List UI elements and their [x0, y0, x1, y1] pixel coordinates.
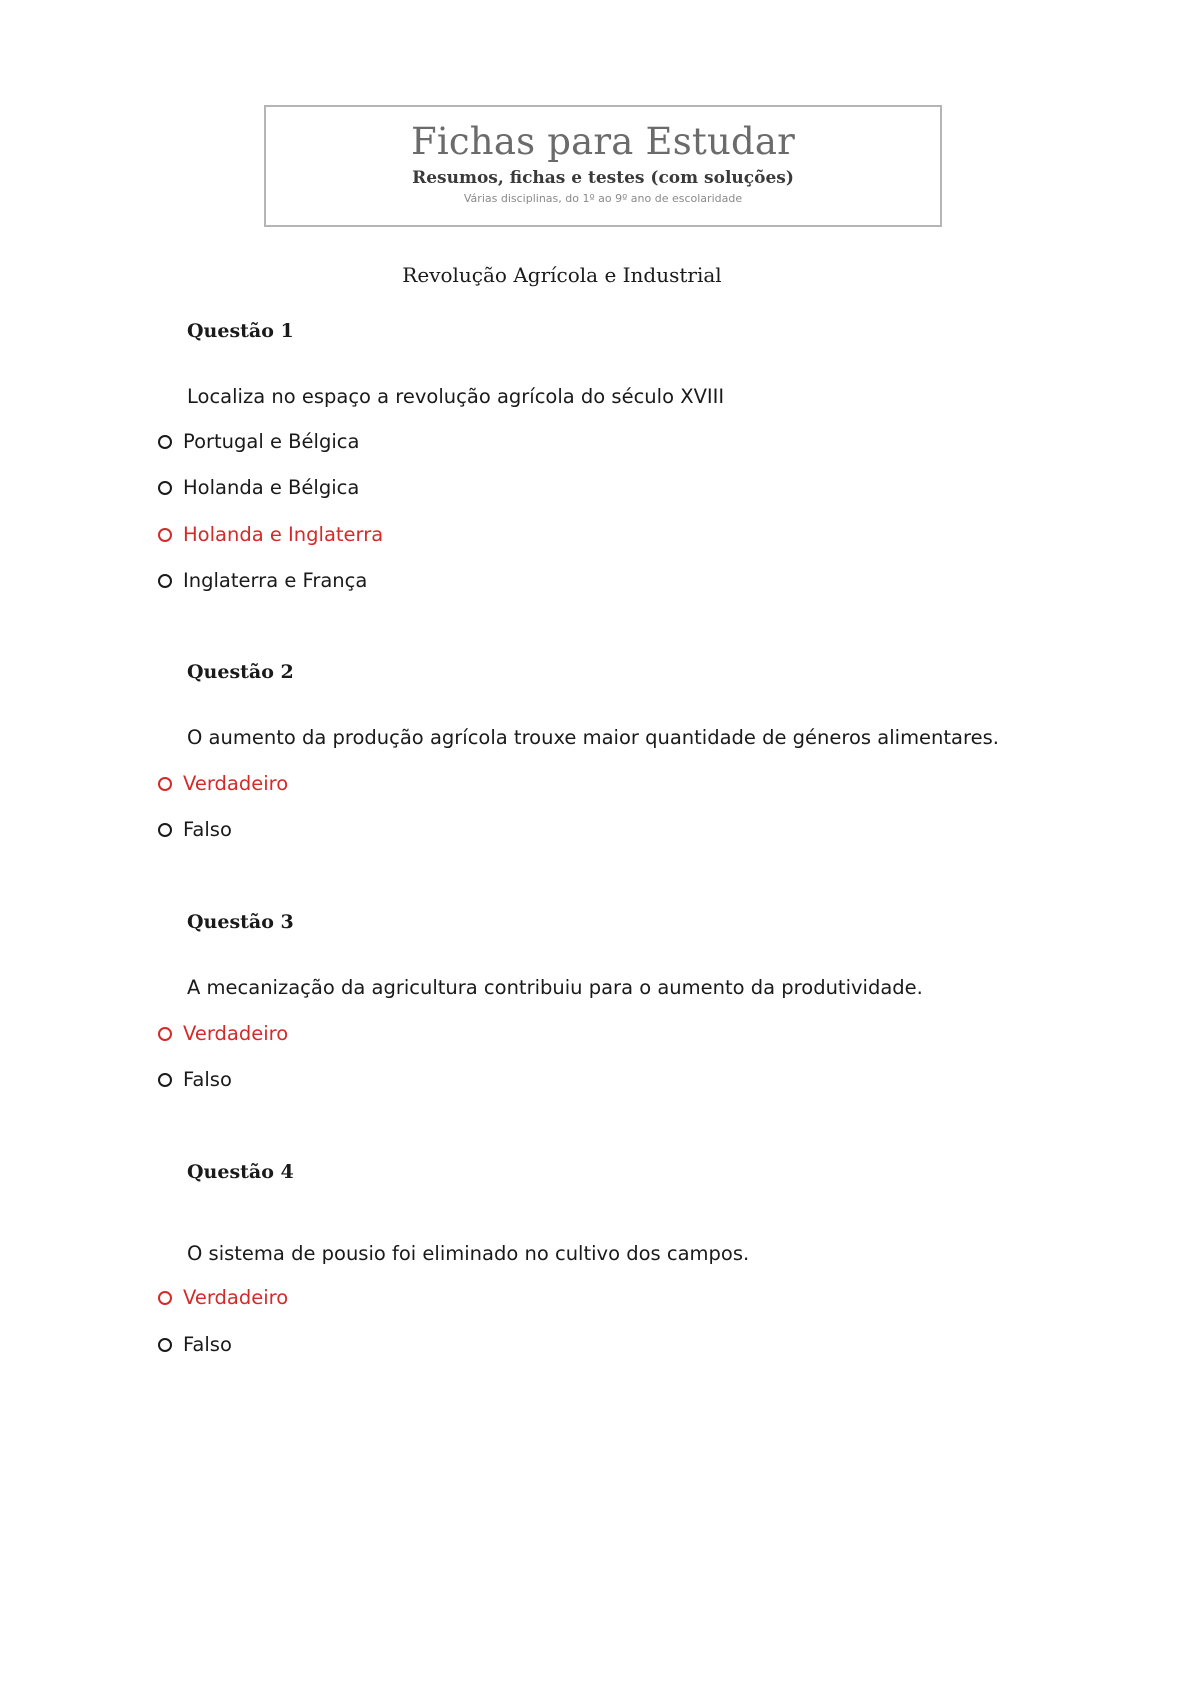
- radio-circle-icon[interactable]: [158, 435, 172, 449]
- option-label: Holanda e Inglaterra: [183, 523, 384, 546]
- site-banner: [264, 105, 942, 227]
- question-1-option-4[interactable]: [158, 567, 367, 595]
- question-4-heading: Questão 4: [187, 1161, 294, 1183]
- question-3-option-2[interactable]: [158, 1066, 232, 1094]
- option-label: Portugal e Bélgica: [183, 430, 360, 453]
- question-4-option-2[interactable]: [158, 1331, 232, 1359]
- option-label: Falso: [183, 818, 232, 841]
- question-2-option-1[interactable]: [158, 770, 288, 798]
- question-1-text: Localiza no espaço a revolução agrícola do século XVIII: [187, 385, 725, 408]
- banner-title: Fichas para Estudar: [410, 120, 796, 163]
- question-4-option-1[interactable]: [158, 1284, 288, 1312]
- radio-circle-icon[interactable]: [158, 1073, 172, 1087]
- question-1-option-1[interactable]: [158, 428, 359, 456]
- option-label: Inglaterra e França: [183, 569, 368, 592]
- question-1-option-2[interactable]: [158, 474, 359, 502]
- radio-circle-icon[interactable]: [158, 528, 172, 542]
- radio-circle-icon[interactable]: [158, 823, 172, 837]
- question-4-text: O sistema de pousio foi eliminado no cultivo dos campos.: [187, 1242, 750, 1265]
- question-1-option-3[interactable]: [158, 521, 383, 549]
- banner-tagline: Várias disciplinas, do 1º ao 9º ano de escolaridade: [463, 192, 743, 205]
- radio-circle-icon[interactable]: [158, 1291, 172, 1305]
- radio-circle-icon[interactable]: [158, 1338, 172, 1352]
- question-2-option-2[interactable]: [158, 816, 232, 844]
- option-label: Falso: [183, 1333, 232, 1356]
- question-1-heading: Questão 1: [187, 320, 294, 342]
- radio-circle-icon[interactable]: [158, 777, 172, 791]
- option-label: Falso: [183, 1068, 232, 1091]
- question-2-text: O aumento da produção agrícola trouxe maior quantidade de géneros alimentares.: [187, 726, 999, 749]
- question-3-heading: Questão 3: [187, 911, 294, 933]
- radio-circle-icon[interactable]: [158, 574, 172, 588]
- option-label: Holanda e Bélgica: [183, 476, 360, 499]
- radio-circle-icon[interactable]: [158, 1027, 172, 1041]
- option-label: Verdadeiro: [183, 1022, 289, 1045]
- banner-subtitle: Resumos, fichas e testes (com soluções): [412, 168, 794, 188]
- radio-circle-icon[interactable]: [158, 481, 172, 495]
- document-title: Revolução Agrícola e Industrial: [402, 263, 722, 287]
- option-label: Verdadeiro: [183, 1286, 289, 1309]
- question-2-heading: Questão 2: [187, 661, 294, 683]
- question-3-option-1[interactable]: [158, 1020, 288, 1048]
- option-label: Verdadeiro: [183, 772, 289, 795]
- question-3-text: A mecanização da agricultura contribuiu para o aumento da produtividade.: [187, 976, 923, 999]
